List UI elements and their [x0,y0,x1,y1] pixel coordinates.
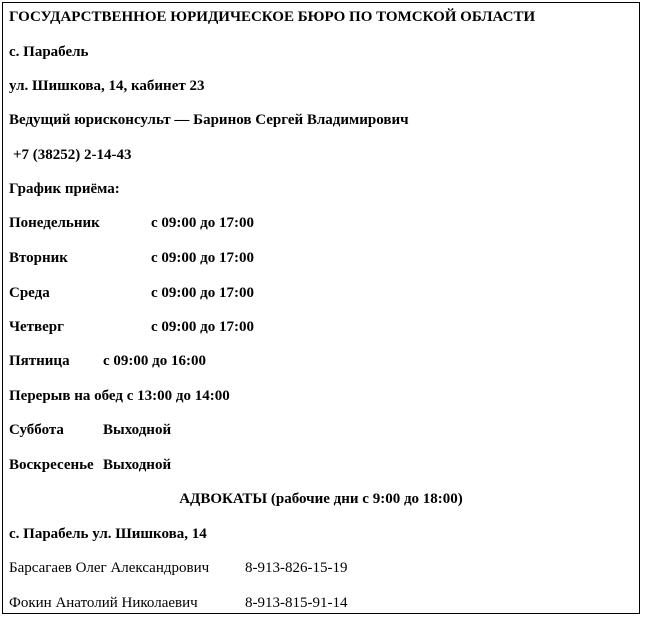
lawyers-heading: АДВОКАТЫ (рабочие дни с 9:00 до 18:00) [179,491,463,507]
lead-consultant: Ведущий юрисконсульт — Баринов Сергей Владимирович [9,112,409,128]
day-hours: Выходной [103,422,172,438]
day-name: Понедельник [9,215,100,231]
day-name: Среда [9,285,50,301]
lawyers-address: с. Парабель ул. Шишкова, 14 [9,526,207,542]
lawyer-phone: 8-913-826-15-19 [245,560,348,576]
schedule-row-tuesday [9,249,409,267]
schedule-row-saturday [9,421,409,439]
office-address: ул. Шишкова, 14, кабинет 23 [9,78,205,94]
day-hours: Выходной [103,457,172,473]
day-name: Воскресенье [9,457,94,473]
lawyer-name: Фокин Анатолий Николаевич [9,595,198,611]
locality: с. Парабель [9,44,89,60]
schedule-row-sunday [9,456,409,474]
day-hours: с 09:00 до 17:00 [151,250,254,266]
lawyer-row [9,559,409,577]
bureau-title: ГОСУДАРСТВЕННОЕ ЮРИДИЧЕСКОЕ БЮРО ПО ТОМСКОЙ ОБЛАСТИ [9,9,536,25]
schedule-row-friday [9,352,409,370]
day-hours: с 09:00 до 17:00 [151,285,254,301]
lawyer-phone: 8-913-815-91-14 [245,595,348,611]
day-hours: с 09:00 до 17:00 [151,319,254,335]
day-hours: с 09:00 до 16:00 [103,353,206,369]
day-name: Пятница [9,353,70,369]
schedule-row-thursday [9,318,409,336]
phone-number: +7 (38252) 2-14-43 [13,147,132,163]
schedule-heading: График приёма: [9,181,120,197]
day-name: Вторник [9,250,68,266]
day-hours: с 09:00 до 17:00 [151,215,254,231]
schedule-row-wednesday [9,284,409,302]
day-name: Суббота [9,422,64,438]
schedule-row-monday [9,214,409,232]
day-name: Четверг [9,319,64,335]
lawyer-row [9,594,409,612]
lunch-break: Перерыв на обед с 13:00 до 14:00 [9,388,230,404]
lawyer-name: Барсагаев Олег Александрович [9,560,210,576]
